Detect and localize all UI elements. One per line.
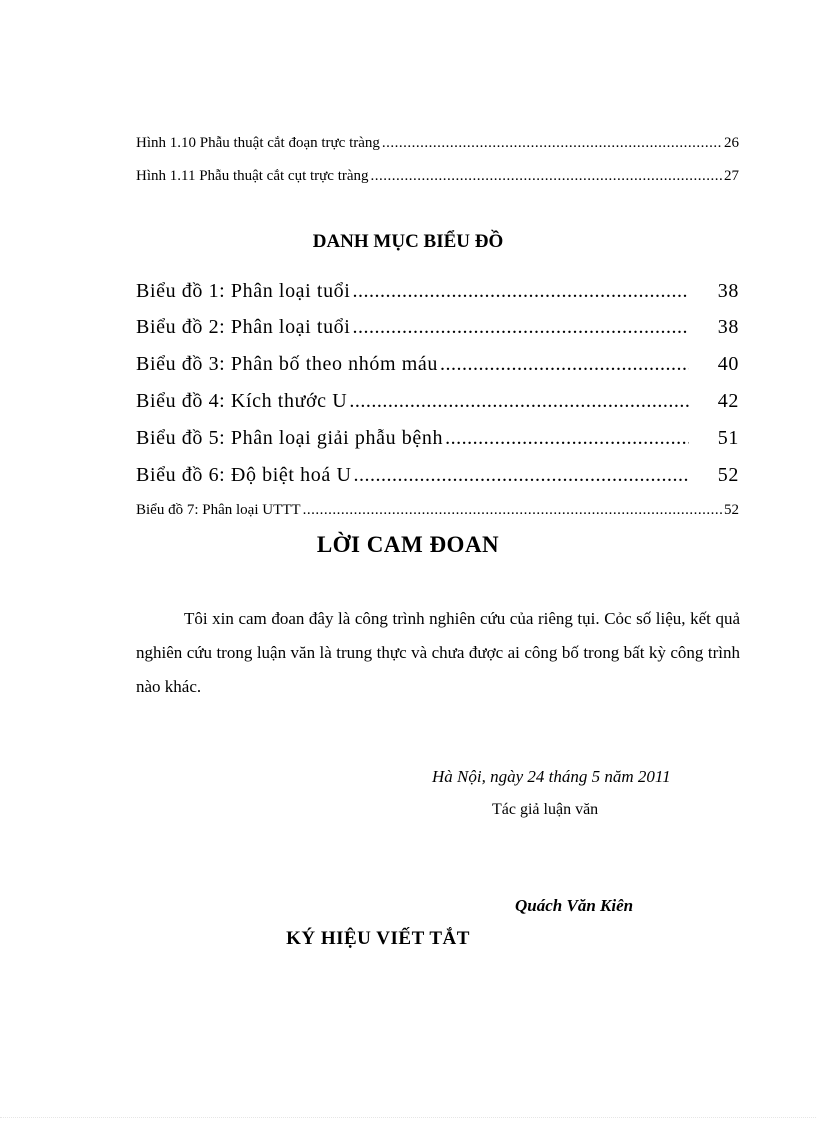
chart-entry-page: 52 [724, 502, 739, 518]
chart-entry [136, 316, 739, 339]
chart-entry-label: Biểu đồ 5: Phân loại giải phẫu bệnh [136, 427, 444, 449]
chart-entry-page: 42 [717, 390, 739, 412]
figure-entry-label: Hình 1.10 Phẫu thuật cắt đoạn trực tràng [136, 135, 380, 151]
chart-entry-label: Biểu đồ 3: Phân bố theo nhóm máu [136, 353, 438, 375]
leader-dots [440, 353, 689, 376]
chart-entry-label: Biểu đồ 7: Phân loại UTTT [136, 502, 301, 518]
leader-dots [382, 135, 722, 152]
declaration-paragraph [136, 602, 740, 704]
place-date: Hà Nội, ngày 24 tháng 5 năm 2011 [432, 767, 671, 786]
declaration-text: Tôi xin cam đoan đây là công trình nghiên cứu của riêng tụi. Cỏc số liệu, kết quả nghiên cứu trong luận văn là trung thực và chưa được ai công bố trong bất kỳ công trình nào khác. [136, 609, 740, 696]
figure-entry-label: Hình 1.11 Phẫu thuật cắt cụt trực tràng [136, 168, 369, 184]
author-label: Tác giả luận văn [492, 801, 599, 818]
chart-entry-page: 52 [717, 464, 739, 486]
chart-entry [136, 280, 739, 303]
leader-dots [353, 464, 689, 487]
chart-entry [136, 390, 739, 413]
chart-entry-page: 51 [717, 427, 739, 449]
leader-dots [445, 427, 689, 450]
declaration-heading: LỜI CAM ĐOAN [316, 532, 500, 557]
chart-entry-page: 38 [717, 316, 739, 338]
figure-entry [136, 168, 739, 185]
chart-entry-label: Biểu đồ 6: Độ biệt hoá U [136, 464, 352, 486]
abbreviations-heading: KÝ HIỆU VIẾT TẮT [286, 928, 470, 949]
chart-entry [136, 502, 739, 519]
chart-entry-page: 38 [717, 280, 739, 302]
chart-entry-label: Biểu đồ 4: Kích thước U [136, 390, 348, 412]
figure-entry-page: 26 [724, 135, 739, 151]
leader-dots [371, 168, 722, 185]
leader-dots [349, 390, 689, 413]
leader-dots [303, 502, 722, 519]
chart-entry [136, 464, 739, 487]
page-divider [0, 1117, 816, 1118]
leader-dots [352, 316, 689, 339]
leader-dots [352, 280, 689, 303]
author-name: Quách Văn Kiên [515, 896, 634, 915]
chart-entry-label: Biểu đồ 1: Phân loại tuổi [136, 280, 351, 302]
chart-list-heading: DANH MỤC BIỂU ĐỒ [312, 231, 504, 252]
chart-entry [136, 427, 739, 450]
chart-entry-page: 40 [717, 353, 739, 375]
figure-entry [136, 135, 739, 152]
chart-entry-label: Biểu đồ 2: Phân loại tuổi [136, 316, 351, 338]
figure-entry-page: 27 [724, 168, 739, 184]
chart-entry [136, 353, 739, 376]
